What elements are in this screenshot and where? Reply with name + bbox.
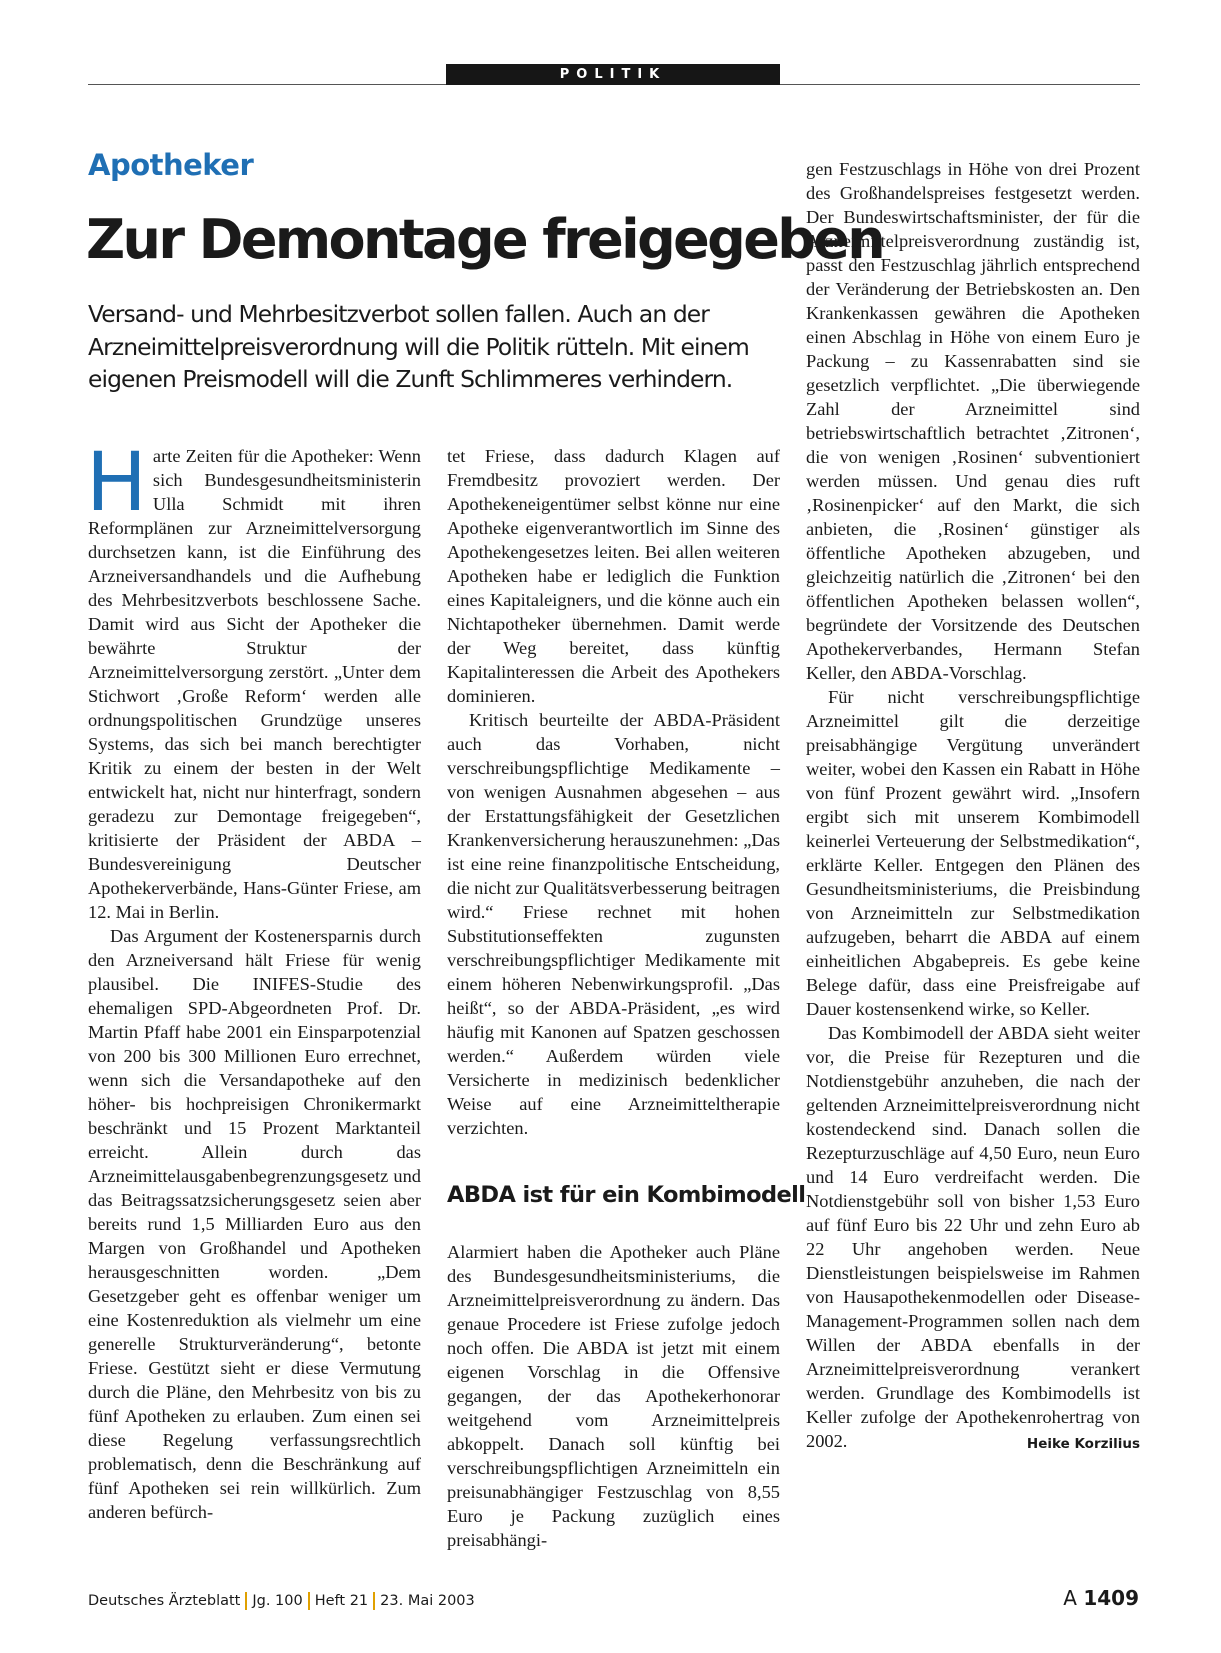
column-2-continued: [447, 1240, 780, 1552]
deck-line: Versand- und Mehrbesitzverbot sollen fallen. Auch an der: [88, 300, 709, 328]
column-2: [447, 444, 780, 1140]
journal-date: 23. Mai 2003: [380, 1593, 475, 1609]
column-3: [806, 157, 1140, 1456]
drop-cap: H: [86, 436, 147, 530]
footer-separator: [373, 1592, 375, 1610]
paragraph-text: Das Kombimodell der ABDA sieht weiter vor, die Preise für Rezepturen und die Notdienstgebühr anzuheben, die nach der geltenden Arzneimittelpreisverordnung nicht kostendeckend sind. Danach sollen die Rezepturzuschläge auf 4,50 Euro, neun Euro und 14 Euro verdreifacht werden. Die Notdienstgebühr soll von bisher 1,53 Euro auf fünf Euro bis 22 Uhr und zehn Euro ab 22 Uhr angehoben werden. Neue Dienstleistungen beispielsweise im Rahmen von Hausapothekenmodellen oder Disease-Management-Programmen sollen nach dem Willen der ABDA ebenfalls in der Arzneimittelpreisverordnung verankert werden. Grundlage des Kombimodells ist Keller zufolge der Apothekenrohertrag von 2002.: [806, 1023, 1140, 1451]
subheading: ABDA ist für ein Kombimodell: [447, 1182, 806, 1208]
footer-citation: [88, 1592, 475, 1610]
journal-name: Deutsches Ärzteblatt: [88, 1593, 241, 1609]
paragraph: [806, 1021, 1140, 1453]
footer-separator: [245, 1592, 247, 1610]
journal-volume: Jg. 100: [252, 1593, 303, 1609]
column-1: [86, 436, 421, 1524]
page-number: [1063, 1586, 1139, 1610]
page-prefix: A: [1063, 1586, 1077, 1610]
page-number-value: 1409: [1083, 1586, 1139, 1610]
deck-line: Arzneimittelpreisverordnung will die Politik rütteln. Mit einem: [88, 332, 749, 361]
author-byline: Heike Korzilius: [1026, 1436, 1140, 1452]
deck-line: eigenen Preismodell will die Zunft Schlimmeres verhindern.: [88, 365, 733, 393]
journal-issue: Heft 21: [314, 1593, 369, 1609]
kicker: Apotheker: [88, 148, 254, 182]
paragraph-text: arte Zeiten für die Apotheker: Wenn sich Bundesgesundheitsministerin Ulla Schmidt mit ihren Reformplänen zur Arzneimittelversorgung durchsetzen kann, ist die Einführung des Arzneiversandhandels und die Aufhebung des Mehrbesitzverbots beschlossene Sache. Damit wird aus Sicht der Apotheker die bewährte Struktur der Arzneimittelversorgung zerstört. „Unter dem Stichwort ‚Große Reform‘ werden alle ordnungspolitischen Grundzüge unseres Systems, das sich bei manch berechtigter Kritik zu einem der besten in der Welt entwickelt hat, nicht nur hinterfragt, sondern geradezu zur Demontage freigegeben“, kritisierte der Präsident der ABDA – Bundesvereinigung Deutscher Apothekerverbände, Hans-Günter Friese, am 12. Mai in Berlin.: [88, 446, 421, 922]
headline: Zur Demontage freigegeben: [86, 208, 884, 271]
footer-separator: [308, 1592, 310, 1610]
deck: [88, 298, 788, 396]
paragraph: gen Festzuschlags in Höhe von drei Prozent des Großhandelspreises festgesetzt werden. Der Bundeswirtschaftsminister, der für die Arzneimittelpreisverordnung zuständig ist, passt den Festzuschlag jährlich entsprechend der Veränderung der Betriebskosten an. Den Krankenkassen gewähren die Apotheken einen Abschlag in Höhe von einem Euro je Packung – zu Kassenrabatten sind sie gesetzlich verpflichtet. „Die überwiegende Zahl der Arzneimittel sind betriebswirtschaftlich betrachtet ‚Zitronen‘, die von wenigen ‚Rosinen‘ subventioniert werden müssen. Und genau dies ruft ‚Rosinenpicker‘ auf den Markt, die sich anbieten, die ‚Rosinen‘ günstiger als öffentliche Apotheken abzugeben, und gleichzeitig natürlich die ‚Zitronen‘ bei den öffentlichen Apotheken belassen wollen“, begründete der Vorsitzende des Deutschen Apothekerverbandes, Hermann Stefan Keller, den ABDA-Vorschlag.: [806, 159, 1140, 683]
paragraph: Kritisch beurteilte der ABDA-Präsident auch das Vorhaben, nicht verschreibungspflichtige Medikamente – von wenigen Ausnahmen abgesehen – aus der Erstattungsfähigkeit der Gesetzlichen Krankenversicherung herauszunehmen: „Das ist eine reine finanzpolitische Entscheidung, die nicht zur Qualitätsverbesserung beitragen wird.“ Friese rechnet mit hohen Substitutionseffekten zugunsten verschreibungspflichtiger Medikamente mit einem höheren Nebenwirkungsprofil. „Das heißt“, so der ABDA-Präsident, „es wird häufig mit Kanonen auf Spatzen geschossen werden.“ Außerdem würden viele Versicherte in medizinisch bedenklicher Weise auf eine Arzneimitteltherapie verzichten.: [447, 710, 780, 1138]
paragraph: Das Argument der Kostenersparnis durch den Arzneiversand hält Friese für wenig plausibel. Die INIFES-Studie des ehemaligen SPD-Abgeordneten Prof. Dr. Martin Pfaff habe 2001 ein Einsparpotenzial von 200 bis 300 Millionen Euro errechnet, wenn sich die Versandapotheke auf den höher- bis hochpreisigen Chronikermarkt beschränkt und 15 Prozent Marktanteil erreicht. Allein durch das Arzneimittelausgabenbegrenzungsgesetz und das Beitragssatzsicherungsgesetz seien aber bereits rund 1,5 Milliarden Euro aus den Margen von Großhandel und Apotheken herausgeschnitten worden. „Dem Gesetzgeber geht es offenbar weniger um eine Kostenreduktion als vielmehr um eine generelle Strukturveränderung“, betonte Friese. Gestützt sieht er diese Vermutung durch die Pläne, den Mehrbesitz von bis zu fünf Apotheken zu erlauben. Zum einen sei diese Regelung verfassungsrechtlich problematisch, denn die Beschränkung auf fünf Apotheken sei rein willkürlich. Zum anderen befürch-: [88, 926, 421, 1522]
paragraph: [86, 436, 421, 924]
paragraph: tet Friese, dass dadurch Klagen auf Fremdbesitz provoziert werden. Der Apothekeneigentümer selbst könne nur eine Apotheke eigenverantwortlich im Sinne des Apothekengesetzes leiten. Bei allen weiteren Apotheken habe er lediglich die Funktion eines Kapitaleigners, und die könne auch ein Nichtapotheker übernehmen. Damit werde der Weg bereitet, dass künftig Kapitalinteressen die Arbeit des Apothekers dominieren.: [447, 446, 780, 706]
section-label: POLITIK: [446, 64, 780, 85]
paragraph: Alarmiert haben die Apotheker auch Pläne des Bundesgesundheitsministeriums, die Arzneimittelpreisverordnung zu ändern. Das genaue Procedere ist Friese zufolge jedoch noch offen. Die ABDA ist jetzt mit einem eigenen Vorschlag in die Offensive gegangen, der das Apothekerhonorar weitgehend vom Arzneimittelpreis abkoppelt. Danach soll künftig bei verschreibungspflichtigen Arzneimitteln ein preisunabhängiger Festzuschlag von 8,55 Euro je Packung zuzüglich eines preisabhängi-: [447, 1242, 780, 1550]
paragraph: Für nicht verschreibungspflichtige Arzneimittel gilt die derzeitige preisabhängige Vergütung unverändert weiter, wobei den Kassen ein Rabatt in Höhe von fünf Prozent gewährt wird. „Insofern ergibt sich mit unserem Kombimodell keinerlei Verteuerung der Selbstmedikation“, erklärte Keller. Entgegen den Plänen des Gesundheitsministeriums, die Preisbindung von Arzneimitteln zur Selbstmedikation aufzugeben, beharrt die ABDA auf einem einheitlichen Abgabepreis. Es gebe keine Belege dafür, dass eine Preisfreigabe auf Dauer kostensenkend wirke, so Keller.: [806, 687, 1140, 1019]
